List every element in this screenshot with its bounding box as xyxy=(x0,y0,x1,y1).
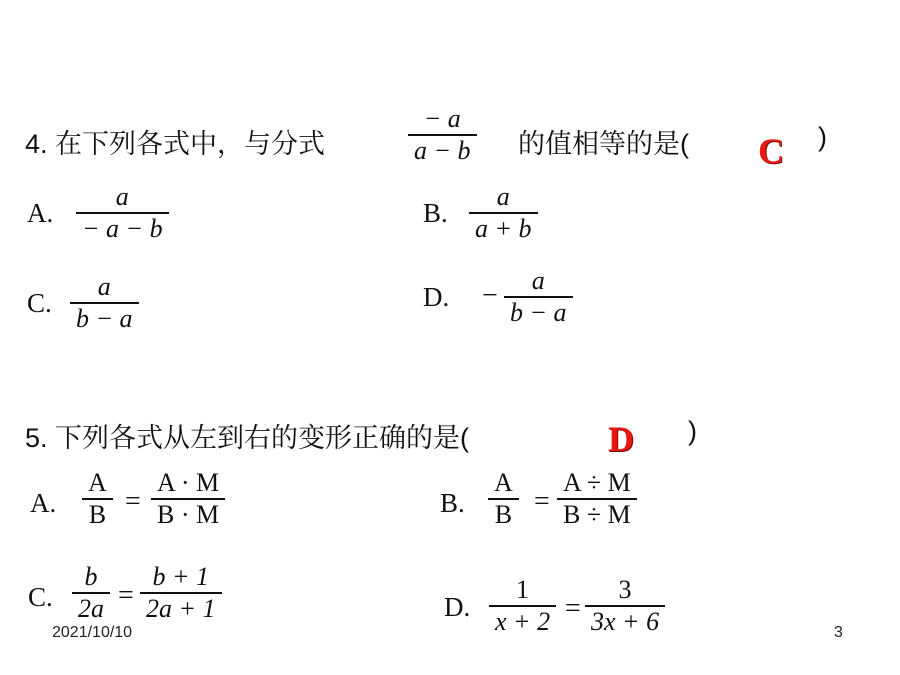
q4-given-denominator: a − b xyxy=(414,136,471,165)
q4-option-d-fraction xyxy=(504,266,573,328)
q5-option-c-equals: = xyxy=(118,580,134,611)
q4-option-a-fraction xyxy=(76,182,169,244)
q4-stem-tail: 的值相等的是( xyxy=(518,129,689,159)
q4-number: 4. xyxy=(25,129,48,159)
q5-option-c-right-denominator: 2a + 1 xyxy=(146,594,216,623)
q5-option-d-right-fraction xyxy=(585,575,665,637)
q4-option-c-denominator: b − a xyxy=(76,304,133,333)
q5-option-a-right-fraction xyxy=(151,468,225,530)
q4-stem xyxy=(25,122,325,161)
q4-given-fraction xyxy=(408,104,477,166)
q5-option-c-right-fraction xyxy=(140,562,222,624)
q4-option-c-numerator: a xyxy=(97,272,111,301)
q5-option-a-left-numerator: A xyxy=(88,468,107,497)
q4-option-a-numerator: a xyxy=(115,182,129,211)
q4-option-d-sign: − xyxy=(482,280,498,311)
q5-option-b-left-denominator: B xyxy=(494,500,513,529)
q5-option-d-equals: = xyxy=(565,593,581,624)
q4-close-paren: ) xyxy=(818,122,827,152)
q4-option-a-denominator: − a − b xyxy=(82,214,163,243)
q5-option-b-right-fraction xyxy=(557,468,637,530)
footer-page-number: 3 xyxy=(834,624,843,641)
q5-option-d-left-denominator: x + 2 xyxy=(495,607,551,636)
q5-option-a-left-fraction xyxy=(82,468,113,530)
q5-option-a-right-denominator: B · M xyxy=(157,500,220,529)
q5-option-b-left-numerator: A xyxy=(494,468,513,497)
q5-option-b-right-numerator: A ÷ M xyxy=(563,468,631,497)
q5-number: 5. xyxy=(25,423,48,453)
q4-option-d-label: D. xyxy=(423,282,450,312)
q5-option-d-right-numerator: 3 xyxy=(618,575,632,604)
q5-option-a-equals: = xyxy=(125,486,141,517)
footer-date: 2021/10/10 xyxy=(52,624,133,641)
q5-stem xyxy=(25,416,469,455)
q5-option-c-right-numerator: b + 1 xyxy=(152,562,210,591)
q5-option-c-left-fraction xyxy=(72,562,110,624)
q4-option-c-fraction xyxy=(70,272,139,334)
q5-option-b-left-fraction xyxy=(488,468,519,530)
q4-answer: C xyxy=(758,131,784,171)
q5-answer: D xyxy=(608,419,634,459)
q5-option-d-left-fraction xyxy=(489,575,556,637)
q5-option-a-left-denominator: B xyxy=(88,500,107,529)
q5-option-c-left-denominator: 2a xyxy=(78,594,104,623)
q4-option-b-fraction xyxy=(469,182,538,244)
q5-option-a-right-numerator: A · M xyxy=(157,468,220,497)
q4-option-b-label: B. xyxy=(423,198,448,228)
q5-close-paren: ) xyxy=(688,416,697,446)
q5-option-c-left-numerator: b xyxy=(84,562,98,591)
q4-option-b-denominator: a + b xyxy=(475,214,532,243)
q4-given-numerator: − a xyxy=(423,104,461,133)
q5-option-d-left-numerator: 1 xyxy=(516,575,530,604)
q4-option-c-label: C. xyxy=(27,288,52,318)
q5-option-a-label: A. xyxy=(30,488,57,518)
q4-option-d-denominator: b − a xyxy=(510,298,567,327)
q5-option-b-label: B. xyxy=(440,488,465,518)
q4-stem-text: 在下列各式中，与分式 xyxy=(55,129,326,159)
q5-option-b-equals: = xyxy=(534,486,550,517)
q5-option-c-label: C. xyxy=(28,582,53,612)
q5-option-b-right-denominator: B ÷ M xyxy=(563,500,631,529)
q5-option-d-label: D. xyxy=(444,592,471,622)
q4-option-b-numerator: a xyxy=(496,182,510,211)
q5-stem-text: 下列各式从左到右的变形正确的是( xyxy=(55,423,470,453)
q5-option-d-right-denominator: 3x + 6 xyxy=(591,607,660,636)
q4-option-d-numerator: a xyxy=(531,266,545,295)
q4-option-a-label: A. xyxy=(27,198,54,228)
